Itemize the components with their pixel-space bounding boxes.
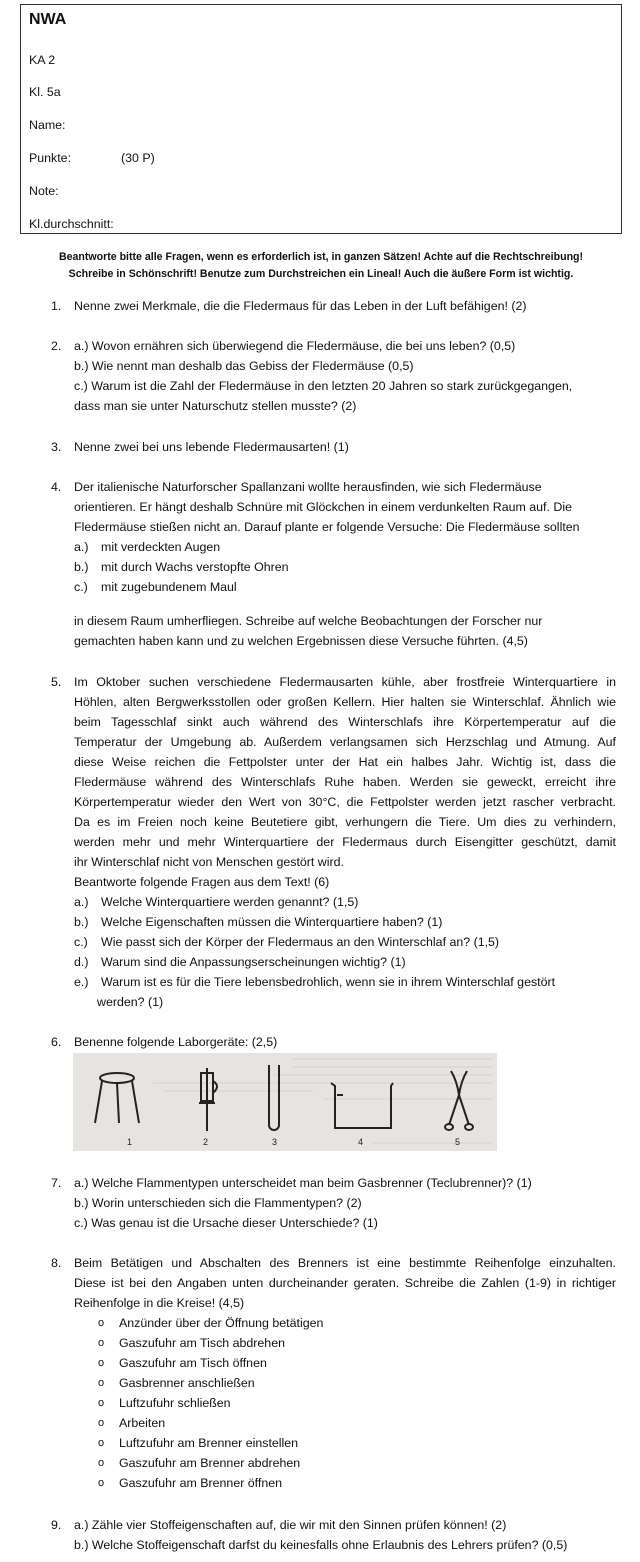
bullet-icon: o <box>98 1337 105 1349</box>
figure-label: 3 <box>272 1137 278 1147</box>
question-number: 5. <box>51 675 62 689</box>
grade-label: Note: <box>29 184 59 198</box>
paragraph-line: Reihenfolge in die Kreise! (4,5) <box>74 1296 245 1310</box>
item-text: Wie passt sich der Körper der Fledermaus an den Winterschlaf an? (1,5) <box>101 935 500 949</box>
question-text: c.) Warum ist die Zahl der Fledermäuse in den letzten 20 Jahren so stark zurückgegangen, <box>74 379 573 393</box>
question-text: b.) Wie nennt man deshalb das Gebiss der Fledermäuse (0,5) <box>74 359 414 373</box>
list-item: Luftzufuhr am Brenner einstellen <box>119 1436 299 1450</box>
class-average-label: Kl.durchschnitt: <box>29 217 114 231</box>
paragraph-line: werden mehr und mehr Winterquartiere der Fledermaus durch Eisengitter geschützt, damit <box>74 835 616 849</box>
question-text: Der italienische Naturforscher Spallanzani wollte herausfinden, wie sich Fledermäuse <box>74 480 542 494</box>
item-text: Warum ist es für die Tiere lebensbedrohlich, wenn sie in ihrem Winterschlaf gestört <box>101 975 556 989</box>
bullet-icon: o <box>98 1377 105 1389</box>
item-label: b.) <box>74 915 89 929</box>
test-tube-holder-icon <box>199 1068 217 1131</box>
question-number: 4. <box>51 480 62 494</box>
item-text: Welche Eigenschaften müssen die Winterquartiere haben? (1) <box>101 915 443 929</box>
tripod-icon <box>95 1073 139 1123</box>
question-text: Nenne zwei Merkmale, die die Fledermaus für das Leben in der Luft befähigen! (2) <box>74 299 527 313</box>
list-item: Gaszufuhr am Tisch abdrehen <box>119 1336 285 1350</box>
class-label: Kl. 5a <box>29 85 61 99</box>
question-number: 3. <box>51 440 62 454</box>
item-text: mit durch Wachs verstopfte Ohren <box>101 560 289 574</box>
item-text: werden? (1) <box>97 995 164 1009</box>
question-text: Nenne zwei bei uns lebende Fledermausarten! (1) <box>74 440 349 454</box>
question-text: gemachten haben kann und zu welchen Ergebnissen diese Versuche führten. (4,5) <box>74 634 528 648</box>
question-text: dass man sie unter Naturschutz stellen musste? (2) <box>74 399 357 413</box>
list-item: Gaszufuhr am Tisch öffnen <box>119 1356 267 1370</box>
crucible-tongs-icon <box>445 1071 473 1130</box>
points-value: (30 P) <box>121 151 155 165</box>
figure-label: 5 <box>455 1137 461 1147</box>
question-number: 7. <box>51 1176 62 1190</box>
paragraph-line: Diese ist bei den Angaben unten durcheinander geraten. Schreibe die Zahlen (1-9) in richtiger <box>74 1276 616 1290</box>
question-text: b.) Worin unterschieden sich die Flammentypen? (2) <box>74 1196 362 1210</box>
paragraph-line: Fledermäuse während des Winterschlafs Ruhe haben. Werden sie geweckt, erreicht ihre <box>74 775 616 789</box>
beaker-icon <box>331 1083 393 1128</box>
question-text: Benenne folgende Laborgeräte: (2,5) <box>74 1035 278 1049</box>
item-text: mit zugebundenem Maul <box>101 580 237 594</box>
item-text: Welche Winterquartiere werden genannt? (1,5) <box>101 895 359 909</box>
list-item: Gaszufuhr am Brenner abdrehen <box>119 1456 301 1470</box>
bullet-icon: o <box>98 1317 105 1329</box>
exam-number: KA 2 <box>29 53 56 67</box>
item-label: a.) <box>74 895 89 909</box>
lab-equipment-figure <box>73 1053 497 1151</box>
name-label: Name: <box>29 118 66 132</box>
question-text: a.) Zähle vier Stoffeigenschaften auf, die wir mit den Sinnen prüfen können! (2) <box>74 1518 507 1532</box>
list-item: Anzünder über der Öffnung betätigen <box>119 1316 324 1330</box>
paragraph-line: Körpertemperatur wieder den Wert von 30°C, die Fettpolster werden jetzt rascher verbracht. <box>74 795 616 809</box>
lab-equipment-drawing <box>73 1053 497 1151</box>
bullet-icon: o <box>98 1397 105 1409</box>
item-label: a.) <box>74 540 89 554</box>
question-text: b.) Welche Stoffeigenschaft darfst du keinesfalls ohne Erlaubnis des Lehrers prüfen? (0,5) <box>74 1538 568 1552</box>
list-item: Gasbrenner anschließen <box>119 1376 255 1390</box>
bullet-icon: o <box>98 1457 105 1469</box>
paragraph-line: beim Tagesschlaf sinkt auch während des Winterschlafs ihre Körpertemperatur auf die <box>74 715 616 729</box>
item-text: mit verdeckten Augen <box>101 540 221 554</box>
item-label: c.) <box>74 580 88 594</box>
paragraph-line: ihr Winterschlaf nicht von Menschen gestört wird. <box>74 855 344 869</box>
bullet-icon: o <box>98 1437 105 1449</box>
question-text: Fledermäuse stießen nicht an. Darauf plante er folgende Versuche: Die Fledermäuse sollten <box>74 520 580 534</box>
paragraph-line: diese Weise reichen die Fettpolster unter der Hat ein halbes Jahr. Wichtig ist, dass die <box>74 755 616 769</box>
instructions-line: Beantworte bitte alle Fragen, wenn es erforderlich ist, in ganzen Sätzen! Achte auf die Rechtschreibung! <box>58 251 584 263</box>
question-text: a.) Wovon ernähren sich überwiegend die Fledermäuse, die bei uns leben? (0,5) <box>74 339 516 353</box>
figure-label: 4 <box>358 1137 364 1147</box>
points-label: Punkte: <box>29 151 72 165</box>
item-label: e.) <box>74 975 89 989</box>
list-item: Luftzufuhr schließen <box>119 1396 231 1410</box>
instructions <box>20 249 622 283</box>
bullet-icon: o <box>98 1477 105 1489</box>
paragraph-line: Höhlen, alten Bergwerksstollen oder großen Kellern. Hier halten sie Winterschlaf. Ähnlich wie <box>74 695 616 709</box>
item-label: c.) <box>74 935 88 949</box>
list-item: Gaszufuhr am Brenner öffnen <box>119 1476 283 1490</box>
question-number: 6. <box>51 1035 62 1049</box>
question-number: 2. <box>51 339 62 353</box>
question-text: Beantworte folgende Fragen aus dem Text! (6) <box>74 875 330 889</box>
figure-label: 2 <box>203 1137 209 1147</box>
question-text: c.) Was genau ist die Ursache dieser Unterschiede? (1) <box>74 1216 378 1230</box>
figure-label: 1 <box>127 1137 133 1147</box>
paragraph-line: Da es im Freien noch keine Beutetiere gibt, verhungern die Tiere. Um dies zu verhindern, <box>74 815 616 829</box>
question-text: orientieren. Er hängt deshalb Schnüre mit Glöckchen in einem verdunkelten Raum auf. Die <box>74 500 572 514</box>
paragraph-line: Temperatur der Umgebung ab. Außerdem verlangsamen sich Herzschlag und Atmung. Auf <box>74 735 616 749</box>
bullet-icon: o <box>98 1357 105 1369</box>
instructions-line: Schreibe in Schönschrift! Benutze zum Durchstreichen ein Lineal! Auch die äußere Form ist wichtig. <box>68 268 574 280</box>
subject-title: NWA <box>29 11 67 28</box>
item-text: Warum sind die Anpassungserscheinungen wichtig? (1) <box>101 955 406 969</box>
item-label: d.) <box>74 955 89 969</box>
question-text: in diesem Raum umherfliegen. Schreibe auf welche Beobachtungen der Forscher nur <box>74 614 543 628</box>
question-number: 8. <box>51 1256 62 1270</box>
bullet-icon: o <box>98 1417 105 1429</box>
question-number: 1. <box>51 299 62 313</box>
paragraph-line: Im Oktober suchen verschiedene Fledermausarten kühle, aber frostfreie Winterquartiere in <box>74 675 616 689</box>
header-box <box>20 4 622 234</box>
list-item: Arbeiten <box>119 1416 166 1430</box>
question-number: 9. <box>51 1518 62 1532</box>
question-text: a.) Welche Flammentypen unterscheidet man beim Gasbrenner (Teclubrenner)? (1) <box>74 1176 532 1190</box>
item-label: b.) <box>74 560 89 574</box>
paragraph-line: Beim Betätigen und Abschalten des Brenners ist eine bestimmte Reihenfolge einzuhalten. <box>74 1256 616 1270</box>
